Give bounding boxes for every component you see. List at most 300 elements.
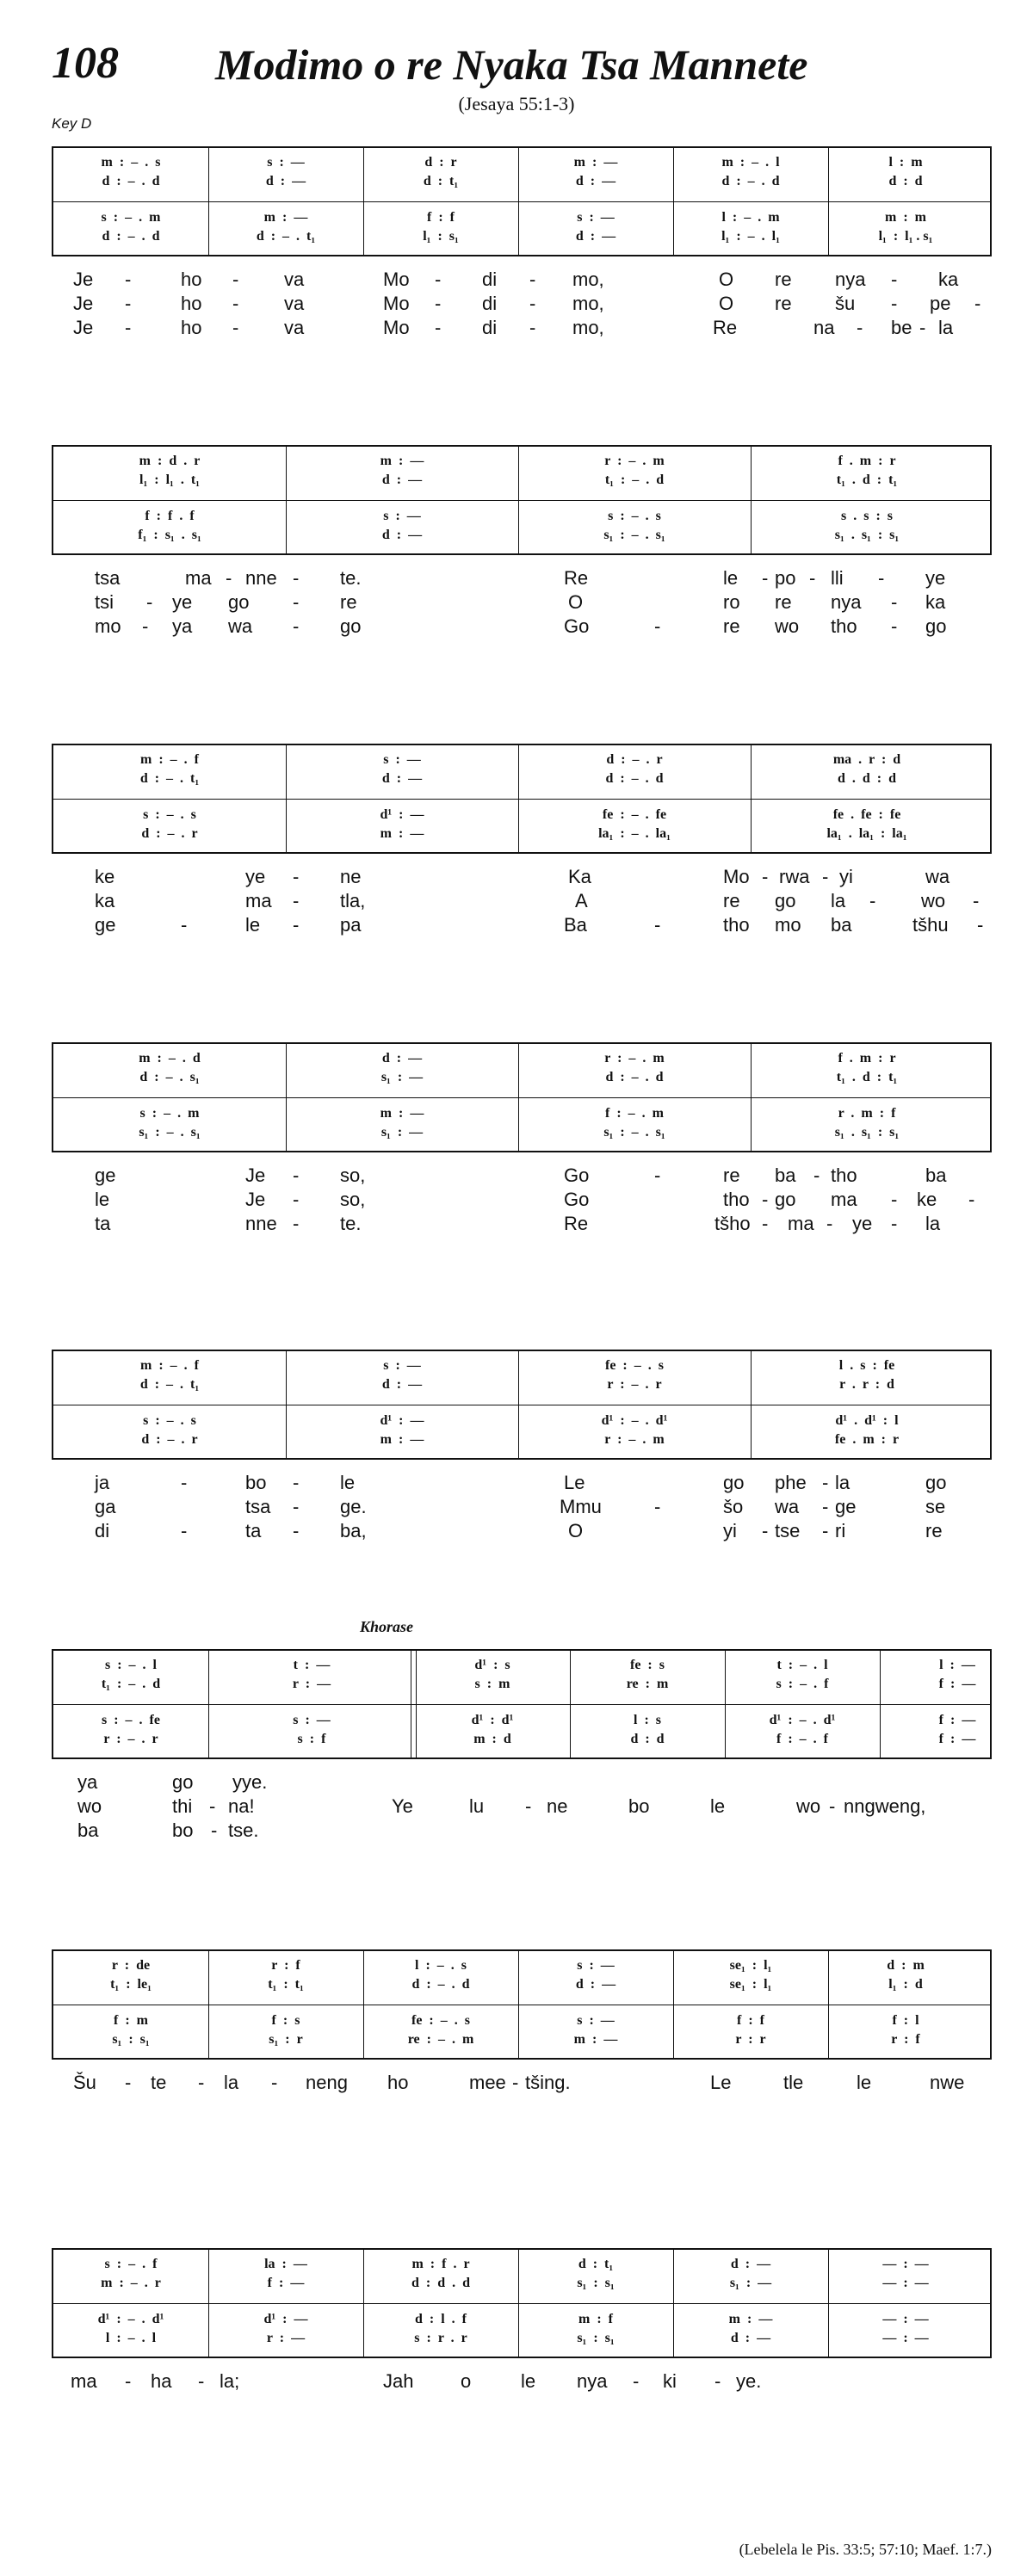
solfa-b-note: — : — [882, 2331, 929, 2345]
hymn-number: 108 [52, 39, 119, 88]
lyric-syllable: o [461, 2370, 472, 2392]
solfa-b-note: d : d [630, 1732, 665, 1746]
solfa-t-note: fe . fe : fe [832, 807, 901, 822]
solfa-t-note: m : f [578, 2312, 613, 2326]
solfa-a-note: r . r : d [839, 1377, 894, 1392]
solfa-s-note: m : – . f [140, 1358, 199, 1373]
solfa-b-note: r : — [266, 2331, 306, 2345]
tonic-solfa-staff [52, 2248, 992, 2358]
lyric-syllable: - [232, 269, 239, 290]
lyric-syllable: ye [925, 567, 946, 589]
solfa-t-note: d¹ : — [263, 2312, 308, 2326]
barline [286, 745, 287, 852]
lyric-syllable: ya [77, 1771, 98, 1793]
lyric-syllable: so, [340, 1189, 366, 1210]
lyric-syllable: - [822, 866, 829, 887]
solfa-a-note: t₁ . d : t₁ [836, 1070, 898, 1084]
lyric-syllable: bo [172, 1819, 194, 1841]
solfa-b-note: d : — [381, 528, 423, 542]
lyric-syllable: nya [577, 2370, 608, 2392]
solfa-a-note: s : m [474, 1677, 510, 1691]
solfa-a-note: d : d . d [411, 2276, 471, 2290]
solfa-a-note: d : – . t₁ [139, 771, 200, 786]
solfa-s-note: l : – . s [415, 1958, 467, 1973]
lyric-syllable: lu [469, 1795, 485, 1817]
solfa-s-note: s : — [383, 1358, 421, 1373]
lyric-syllable: - [232, 317, 239, 338]
lyric-syllable: ho [387, 2072, 409, 2093]
solfa-a-note: m : – . r [101, 2276, 161, 2290]
lyric-syllable: be [891, 317, 912, 338]
solfa-b-note: s₁ : — [380, 1125, 424, 1140]
barline [880, 1651, 881, 1757]
solfa-s-note: r : – . m [604, 1051, 665, 1066]
solfa-s-note: d : — [730, 2257, 771, 2271]
lyric-syllable: Je [73, 293, 94, 314]
lyric-syllable: ma [831, 1189, 857, 1210]
solfa-t-note: s : — [293, 1713, 331, 1727]
solfa-b-note: f : — [938, 1732, 976, 1746]
lyric-line [52, 890, 992, 914]
lyric-syllable: Mo [383, 293, 410, 314]
lyric-line [52, 1795, 992, 1819]
voice-divider [53, 2303, 990, 2304]
lyric-syllable: Re [564, 567, 589, 589]
solfa-b-note: r : – . m [604, 1432, 665, 1447]
solfa-t-note: fe : – . fe [602, 807, 667, 822]
lyric-syllable: ke [95, 866, 115, 887]
lyric-syllable: Le [710, 2072, 732, 2093]
lyric-syllable: ye. [736, 2370, 762, 2392]
lyric-syllable: - [529, 269, 536, 290]
solfa-a-note: d : — [381, 771, 423, 786]
lyric-syllable: mo [95, 615, 121, 637]
scripture-reference: (Jesaya 55:1-3) [458, 93, 575, 114]
lyric-syllable: go [228, 591, 250, 613]
solfa-b-note: s : r . r [414, 2331, 467, 2345]
lyric-syllable: so, [340, 1164, 366, 1186]
solfa-b-note: f : – . f [776, 1732, 828, 1746]
lyric-syllable: va [284, 317, 305, 338]
tonic-solfa-staff [52, 1949, 992, 2060]
lyric-line [52, 1819, 992, 1844]
lyric-syllable: ye [852, 1213, 873, 1234]
solfa-b-note: d : — [575, 229, 616, 244]
lyric-syllable: ne [547, 1795, 568, 1817]
solfa-b-note: s₁ : s₁ [577, 2331, 615, 2345]
lyric-syllable: na! [228, 1795, 255, 1817]
lyric-syllable: yi [839, 866, 853, 887]
lyric-syllable: ja [95, 1472, 110, 1493]
solfa-b-note: d : – . t₁ [256, 229, 316, 244]
solfa-a-note: d : – . s₁ [139, 1070, 200, 1084]
lyric-syllable: - [891, 269, 898, 290]
lyric-syllable: - [891, 615, 898, 637]
solfa-t-note: m : — [263, 210, 308, 225]
lyric-syllable: ke [917, 1189, 937, 1210]
barline [518, 1951, 519, 2058]
lyric-syllable: - [226, 567, 232, 589]
solfa-b-note: m : — [380, 1432, 424, 1447]
tonic-solfa-staff [52, 445, 992, 555]
lyric-syllable: te. [340, 567, 362, 589]
barline [208, 1951, 209, 2058]
lyric-syllable: mee [469, 2072, 506, 2093]
lyric-syllable: - [181, 1472, 188, 1493]
solfa-s-note: s : — [267, 155, 305, 170]
lyrics-block [52, 269, 992, 341]
lyric-syllable: nya [831, 591, 862, 613]
music-system [52, 1350, 992, 1544]
barline [828, 2250, 829, 2357]
solfa-t-note: d : l . f [415, 2312, 467, 2326]
lyric-syllable: mo, [572, 293, 604, 314]
barline [208, 1651, 209, 1757]
lyric-syllable: wa [228, 615, 253, 637]
solfa-b-note: s₁ : r [269, 2032, 303, 2047]
lyric-syllable: tse. [228, 1819, 259, 1841]
lyric-syllable: - [293, 890, 300, 911]
tonic-solfa-staff [52, 1042, 992, 1152]
lyric-syllable: go [340, 615, 362, 637]
solfa-a-note: f : — [938, 1677, 976, 1691]
tonic-solfa-staff [52, 1649, 992, 1759]
barline [363, 1951, 364, 2058]
solfa-t-note: f : f [737, 2013, 764, 2028]
lyric-syllable: re [723, 890, 740, 911]
lyric-syllable: tšhu [912, 914, 949, 936]
barline [363, 148, 364, 255]
lyric-syllable: - [146, 591, 153, 613]
lyric-syllable: le [95, 1189, 110, 1210]
lyric-syllable: rwa [779, 866, 810, 887]
lyric-syllable: go [925, 1472, 947, 1493]
solfa-a-note: d : – . d [721, 174, 780, 188]
voice-divider [53, 500, 990, 501]
lyric-line [52, 567, 992, 591]
lyric-syllable: bo [628, 1795, 650, 1817]
solfa-s-note: s : – . l [105, 1658, 157, 1672]
solfa-t-note: f : f . f [145, 509, 195, 523]
solfa-s-note: r : – . m [604, 454, 665, 468]
lyric-syllable: - [809, 567, 816, 589]
lyric-syllable: Mo [723, 866, 750, 887]
lyric-syllable: te [151, 2072, 167, 2093]
solfa-b-note: m : — [380, 826, 424, 841]
solfa-t-note: m : — [380, 1106, 424, 1121]
solfa-a-note: f : — [267, 2276, 305, 2290]
solfa-t-note: s : — [383, 509, 421, 523]
lyric-syllable: - [125, 2072, 132, 2093]
solfa-a-note: d . d : d [837, 771, 897, 786]
solfa-s-note: m : – . s [101, 155, 161, 170]
solfa-s-note: m : d . r [139, 454, 201, 468]
lyrics-block [52, 1164, 992, 1237]
solfa-b-note: d : — [730, 2331, 771, 2345]
lyric-syllable: šu [835, 293, 856, 314]
lyric-syllable: go [723, 1472, 745, 1493]
lyric-syllable: - [142, 615, 149, 637]
lyric-syllable: wo [796, 1795, 821, 1817]
lyric-syllable: - [209, 1795, 216, 1817]
lyric-syllable: Go [564, 1189, 590, 1210]
solfa-t-note: l : – . m [721, 210, 780, 225]
solfa-a-note: r : — [292, 1677, 331, 1691]
lyric-syllable: - [293, 567, 300, 589]
lyric-syllable: wo [921, 890, 946, 911]
solfa-s-note: d : r [424, 155, 457, 170]
solfa-b-note: s₁ . s₁ : s₁ [834, 528, 900, 542]
solfa-b-note: d : – . r [141, 826, 198, 841]
solfa-s-note: la : — [264, 2257, 307, 2271]
lyric-syllable: - [271, 2072, 278, 2093]
solfa-s-note: fe : s [630, 1658, 665, 1672]
solfa-t-note: f : l [892, 2013, 919, 2028]
lyric-syllable: re [775, 269, 792, 290]
lyric-syllable: - [293, 1520, 300, 1541]
solfa-b-note: r : f [891, 2032, 920, 2047]
barline [673, 148, 674, 255]
barline [286, 1351, 287, 1458]
lyrics-block [52, 2072, 992, 2096]
lyric-syllable: ba [831, 914, 852, 936]
voice-divider [53, 1704, 990, 1705]
solfa-t-note: f : — [938, 1713, 976, 1727]
lyric-syllable: Je [245, 1164, 266, 1186]
lyric-syllable: - [435, 269, 442, 290]
solfa-t-note: f : s [271, 2013, 300, 2028]
barline [751, 745, 752, 852]
solfa-s-note: m : — [380, 454, 424, 468]
lyric-syllable: se [925, 1496, 946, 1517]
lyric-syllable: wo [775, 615, 800, 637]
lyric-syllable: Re [564, 1213, 589, 1234]
lyric-syllable: go [172, 1771, 194, 1793]
lyric-syllable: la; [220, 2370, 240, 2392]
lyric-syllable: - [125, 317, 132, 338]
barline [673, 2250, 674, 2357]
solfa-s-note: f . m : r [838, 454, 896, 468]
lyric-syllable: di [482, 269, 498, 290]
music-system [52, 1949, 992, 2096]
solfa-b-note: l₁ : l₁ . s₁ [878, 229, 933, 244]
lyric-line [52, 1472, 992, 1496]
lyric-syllable: - [293, 1189, 300, 1210]
barline [518, 1044, 519, 1151]
music-system [52, 744, 992, 938]
solfa-s-note: s : – . f [104, 2257, 158, 2271]
lyric-syllable: le [245, 914, 261, 936]
lyric-syllable: la [831, 890, 846, 911]
lyric-syllable: - [654, 615, 661, 637]
lyric-syllable: O [568, 1520, 584, 1541]
lyric-syllable: nne [245, 567, 277, 589]
solfa-s-note: d¹ : s [474, 1658, 510, 1672]
lyric-syllable: di [482, 293, 498, 314]
lyric-syllable: re [340, 591, 357, 613]
lyric-syllable: ge [95, 914, 116, 936]
music-system [52, 1042, 992, 1237]
key-signature: Key D [52, 115, 92, 132]
lyric-syllable: te. [340, 1213, 362, 1234]
solfa-t-note: s : — [577, 210, 615, 225]
solfa-t-note: d¹ : – . d¹ [601, 1413, 668, 1428]
lyric-syllable: mo [775, 914, 801, 936]
lyric-syllable: la [925, 1213, 941, 1234]
lyric-syllable: re [775, 293, 792, 314]
lyric-syllable: wa [775, 1496, 800, 1517]
lyric-syllable: yye. [232, 1771, 268, 1793]
barline [751, 447, 752, 553]
solfa-s-note: f . m : r [838, 1051, 896, 1066]
solfa-b-note: fe . m : r [834, 1432, 900, 1447]
solfa-s-note: l : m [888, 155, 923, 170]
lyric-syllable: - [878, 567, 885, 589]
solfa-t-note: s : – . fe [102, 1713, 160, 1727]
lyric-syllable: - [714, 2370, 721, 2392]
solfa-b-note: l₁ : – . l₁ [721, 229, 780, 244]
lyric-syllable: ha [151, 2370, 172, 2392]
solfa-a-note: d : t₁ [423, 174, 459, 188]
lyric-syllable: re [723, 1164, 740, 1186]
barline [518, 2250, 519, 2357]
solfa-a-note: t₁ . d : t₁ [836, 473, 898, 487]
lyric-syllable: - [125, 293, 132, 314]
solfa-b-note: s₁ : – . s₁ [603, 528, 665, 542]
lyric-syllable: ho [181, 269, 202, 290]
solfa-b-note: m : — [573, 2032, 618, 2047]
lyric-syllable: pa [340, 914, 362, 936]
lyric-syllable: - [633, 2370, 640, 2392]
lyric-syllable: - [181, 1520, 188, 1541]
solfa-t-note: d¹ . d¹ : l [835, 1413, 899, 1428]
solfa-a-note: r : – . r [607, 1377, 662, 1392]
tonic-solfa-staff [52, 146, 992, 256]
lyric-syllable: tle [783, 2072, 804, 2093]
solfa-s-note: l : — [939, 1658, 975, 1672]
solfa-b-note: r : – . r [103, 1732, 158, 1746]
lyric-syllable: ro [723, 591, 740, 613]
solfa-b-note: l : – . l [105, 2331, 157, 2345]
lyric-line [52, 1213, 992, 1237]
solfa-a-note: s : – . f [776, 1677, 829, 1691]
lyric-syllable: go [925, 615, 947, 637]
solfa-t-note: s . s : s [840, 509, 893, 523]
lyric-syllable: tse [775, 1520, 801, 1541]
lyrics-block [52, 866, 992, 938]
lyric-syllable: - [435, 317, 442, 338]
lyric-syllable: - [891, 293, 898, 314]
lyric-syllable: Mo [383, 317, 410, 338]
solfa-a-note: s₁ : s₁ [577, 2276, 615, 2290]
solfa-a-note: t₁ : le₁ [110, 1977, 152, 1992]
lyric-syllable: tho [831, 1164, 857, 1186]
solfa-s-note: r : f [271, 1958, 300, 1973]
barline [286, 447, 287, 553]
barline [570, 1651, 571, 1757]
solfa-s-note: t : – . l [776, 1658, 828, 1672]
barline [828, 1951, 829, 2058]
lyric-syllable: O [568, 591, 584, 613]
lyric-line [52, 866, 992, 890]
lyric-syllable: tsa [245, 1496, 271, 1517]
music-system [52, 146, 992, 341]
solfa-a-note: s₁ : — [729, 2276, 772, 2290]
lyric-syllable: ho [181, 293, 202, 314]
lyric-syllable: po [775, 567, 796, 589]
solfa-a-note: t₁ : – . d [101, 1677, 161, 1691]
lyric-syllable: - [293, 591, 300, 613]
lyric-line [52, 317, 992, 341]
lyric-syllable: Mmu [560, 1496, 602, 1517]
solfa-t-note: d¹ : — [380, 1413, 424, 1428]
lyric-syllable: lli [831, 567, 844, 589]
lyric-syllable: - [919, 317, 926, 338]
lyric-syllable: le [710, 1795, 726, 1817]
lyric-syllable: ka [95, 890, 115, 911]
lyric-syllable: - [762, 1189, 769, 1210]
lyric-syllable: go [775, 890, 796, 911]
solfa-s-note: d : – . r [606, 752, 663, 767]
lyric-line [52, 914, 992, 938]
lyric-line [52, 2370, 992, 2394]
lyric-syllable: di [95, 1520, 110, 1541]
lyric-syllable: - [293, 866, 300, 887]
lyric-line [52, 1496, 992, 1520]
lyric-syllable: ga [95, 1496, 116, 1517]
lyric-syllable: - [822, 1496, 829, 1517]
lyric-syllable: ge [95, 1164, 116, 1186]
solfa-t-note: d¹ : – . d¹ [97, 2312, 164, 2326]
lyric-syllable: Ka [568, 866, 591, 887]
voice-divider [53, 1097, 990, 1098]
solfa-a-note: l₁ : l₁ . t₁ [139, 473, 200, 487]
tonic-solfa-staff [52, 744, 992, 854]
solfa-s-note: d : t₁ [578, 2257, 614, 2271]
lyric-line [52, 269, 992, 293]
lyric-syllable: ye [245, 866, 266, 887]
lyric-syllable: - [529, 317, 536, 338]
solfa-a-note: d : — [575, 174, 616, 188]
double-barline [411, 1651, 417, 1757]
solfa-s-note: s : — [383, 752, 421, 767]
lyric-syllable: - [813, 1164, 820, 1186]
solfa-t-note: s : – . m [101, 210, 161, 225]
lyric-syllable: Ba [564, 914, 587, 936]
lyric-syllable: - [211, 1819, 218, 1841]
lyric-syllable: Je [245, 1189, 266, 1210]
lyric-syllable: ba [775, 1164, 796, 1186]
lyric-syllable: - [525, 1795, 532, 1817]
solfa-b-note: d : – . r [141, 1432, 198, 1447]
lyric-syllable: wa [925, 866, 950, 887]
barline [518, 745, 519, 852]
lyric-syllable: Le [564, 1472, 585, 1493]
lyric-syllable: ba [925, 1164, 947, 1186]
lyric-line [52, 1520, 992, 1544]
solfa-t-note: fe : – . s [411, 2013, 470, 2028]
solfa-t-note: m : m [885, 210, 926, 225]
lyric-syllable: tsi [95, 591, 114, 613]
lyric-syllable: wo [77, 1795, 102, 1817]
footnote: (Lebelela le Pis. 33:5; 57:10; Maef. 1:7.) [739, 2541, 992, 2558]
lyric-syllable: tla, [340, 890, 366, 911]
barline [286, 1044, 287, 1151]
lyric-syllable: ka [938, 269, 959, 290]
lyric-syllable: - [198, 2072, 205, 2093]
lyric-syllable: Mo [383, 269, 410, 290]
solfa-b-note: re : – . m [407, 2032, 474, 2047]
